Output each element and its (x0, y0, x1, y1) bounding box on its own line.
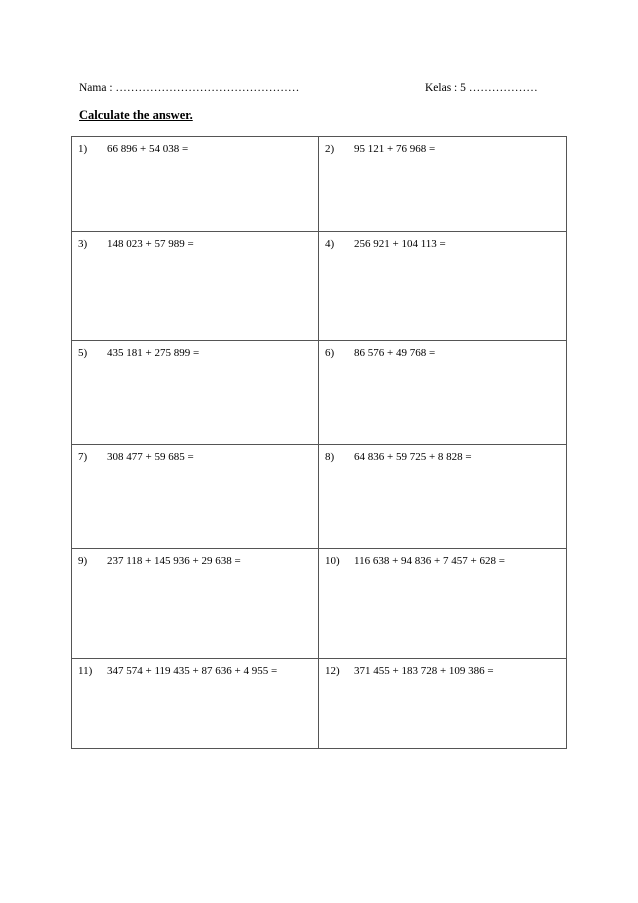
problem-expression: 435 181 + 275 899 = (107, 347, 200, 359)
problem-grid (71, 136, 567, 749)
problem-number: 9) (78, 555, 88, 567)
problem-number: 11) (78, 665, 93, 677)
problem-expression: 95 121 + 76 968 = (354, 143, 436, 155)
problem-row (72, 341, 567, 445)
problem-cell-1[interactable] (72, 137, 319, 232)
problem-expression: 148 023 + 57 989 = (107, 238, 194, 250)
problem-cell-7[interactable] (72, 445, 319, 549)
problem-expression: 347 574 + 119 435 + 87 636 + 4 955 = (107, 665, 278, 677)
problem-cell-4[interactable] (319, 232, 567, 341)
problem-number: 6) (325, 347, 335, 359)
problem-number: 1) (78, 143, 88, 155)
problem-cell-9[interactable] (72, 549, 319, 659)
problem-expression: 66 896 + 54 038 = (107, 143, 189, 155)
problem-cell-2[interactable] (319, 137, 567, 232)
problem-cell-12[interactable] (319, 659, 567, 749)
problem-row (72, 232, 567, 341)
problem-cell-6[interactable] (319, 341, 567, 445)
problem-expression: 237 118 + 145 936 + 29 638 = (107, 555, 241, 567)
problem-cell-11[interactable] (72, 659, 319, 749)
problem-number: 12) (325, 665, 340, 677)
problem-expression: 116 638 + 94 836 + 7 457 + 628 = (354, 555, 505, 567)
problem-number: 2) (325, 143, 335, 155)
problem-expression: 308 477 + 59 685 = (107, 451, 194, 463)
instruction-heading: Calculate the answer. (79, 108, 193, 122)
problem-row (72, 445, 567, 549)
problem-number: 5) (78, 347, 88, 359)
problem-expression: 86 576 + 49 768 = (354, 347, 436, 359)
problem-expression: 371 455 + 183 728 + 109 386 = (354, 665, 494, 677)
problem-expression: 64 836 + 59 725 + 8 828 = (354, 451, 472, 463)
name-field-line: Nama : ………………………………………… (79, 82, 300, 94)
problem-number: 8) (325, 451, 335, 463)
class-field-line: Kelas : 5 ……………… (425, 82, 538, 94)
problem-number: 3) (78, 238, 88, 250)
problem-cell-3[interactable] (72, 232, 319, 341)
problem-number: 7) (78, 451, 88, 463)
problem-expression: 256 921 + 104 113 = (354, 238, 446, 250)
problem-cell-10[interactable] (319, 549, 567, 659)
problem-row (72, 549, 567, 659)
problem-cell-5[interactable] (72, 341, 319, 445)
problem-number: 10) (325, 555, 340, 567)
problem-row (72, 659, 567, 749)
problem-number: 4) (325, 238, 335, 250)
problem-row (72, 137, 567, 232)
problem-cell-8[interactable] (319, 445, 567, 549)
